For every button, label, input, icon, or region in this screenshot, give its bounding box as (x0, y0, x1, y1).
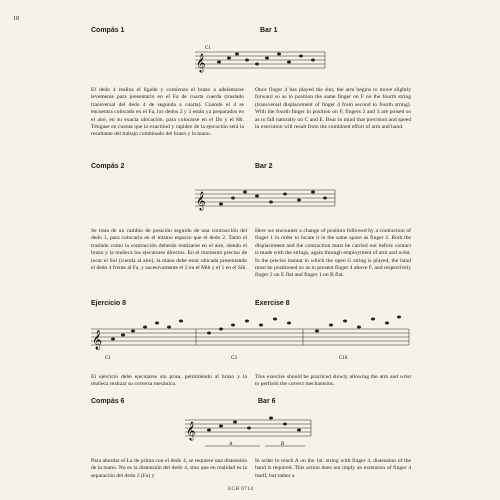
music-staff-exercise-8 (91, 313, 411, 363)
treble-clef: 𝄞 (196, 193, 206, 210)
section-6-es-title: Compás 6 (91, 398, 125, 405)
position-mark-c1: C1 (105, 356, 111, 361)
section-1-en-text: Once finger 4 has played the slur, the arm begins to move slightly forward so as to position the same finger on F on the fourth string (transversal displacement of finger 4 from second to fourth string). With the fourth finger in position on F, fingers 2 and 3 are poised so as to fall naturally on C and E. Bear in mind that precision and speed in execution will result from the combined effort of arm and hand. (255, 87, 411, 131)
music-staff-bar-1 (195, 40, 330, 82)
position-mark-c1: C1 (205, 46, 211, 51)
bracket-label-b: B (281, 442, 285, 447)
exercise-8-es-text: El ejercicio debe ejecutarse sin prisa, permitiendo al brazo y la muñeca realizar su correcta mecánica. (91, 374, 247, 388)
bracket-label-a: A (229, 442, 233, 447)
section-6-es-text: Para abordar el La de prima con el dedo 4, se requiere una distensión de la mano. No es la distensión del dedo 4, sino que en realidad es la separación del dedo 2 (Fa) y (91, 458, 247, 479)
treble-clef: 𝄞 (196, 55, 206, 72)
music-staff-bar-6 (185, 410, 315, 456)
page-number: 18 (13, 16, 19, 22)
section-2-es-text: Se trata de un cambio de posición seguido de una contracción del dedo 1, para colocarlo en el mismo espacio que el dedo 2. Tanto el traslado como la contracción deberán realizarse en el aire, siendo el brazo y la muñeca los ejecutores directos. En el momento preciso de tocar el Sol (cuerda al aire), la mano debe estar ubicada presentando el dedo 4 frente al Fa, y sucesivamente el 2 en el Mib y el 1 en el Sib. (91, 228, 247, 272)
exercise-8-en-title: Exercise 8 (255, 300, 290, 307)
section-2-en-text: Here we encounter a change of position followed by a contraction of finger 1 in order to locate it in the same space as finger 2. Both the displacement and the contraction must be carried out before contact is made with the strings, again through employment of arm and wrist. In the precise instant in which the open G string is played, the hand must be positioned so as to present finger 4 above F, and respectively finger 2 on E flat and finger 1 on B flat. (255, 228, 411, 279)
treble-clef: 𝄞 (186, 423, 196, 440)
position-mark-c10: C10 (339, 356, 348, 361)
section-1-en-title: Bar 1 (260, 27, 278, 34)
section-2-es-title: Compás 2 (91, 163, 125, 170)
section-2-en-title: Bar 2 (255, 163, 273, 170)
section-1-es-title: Compás 1 (91, 27, 125, 34)
section-1-es-text: El dedo 4 realiza el ligado y comienza el brazo a adelantarse levemente para presentarlo en el Fa de cuarta cuerda (traslado transversal del dedo 4 de segunda a cuarta). Cuando el 4 se encuentra colocado en el Fa, los dedos 2 y 3 están ya preparados en el aire, en su exacta ubicación, para colocarse en el Do y el Mi. Téngase en cuenta que la exactitud y rapidez de la ejecución será la resultante del trabajo combinado del brazo y la mano. (91, 87, 244, 138)
exercise-8-es-title: Ejercicio 8 (91, 300, 127, 307)
section-6-en-text: In order to reach A on the 1st. string with finger 4, distension of the hand is required. This action does not imply an extension of finger 4 itself, but rather a (255, 458, 411, 479)
treble-clef: 𝄞 (92, 330, 103, 349)
section-6-en-title: Bar 6 (258, 398, 276, 405)
exercise-8-en-text: This exercise should be practiced slowly allowing the arm and wrist to perform the correct mechanisms. (255, 374, 411, 388)
music-staff-bar-2 (195, 178, 340, 218)
position-mark-c3: C3 (231, 356, 237, 361)
catalog-code: ECH 0714 (228, 487, 254, 492)
